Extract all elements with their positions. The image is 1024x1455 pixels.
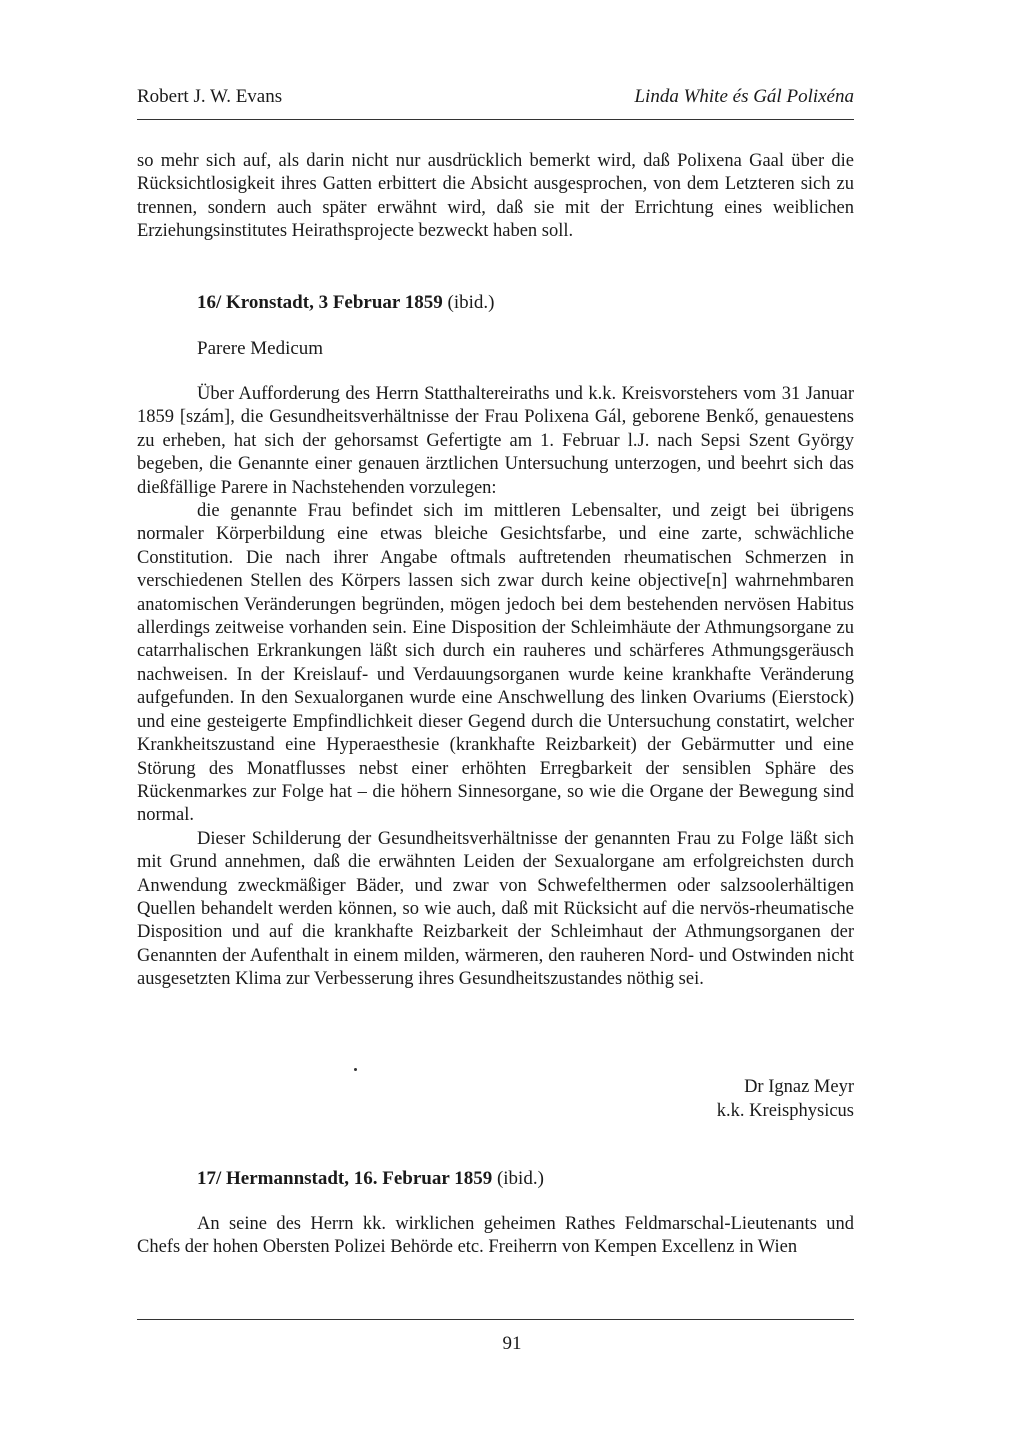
paragraph: An seine des Herrn kk. wirklichen geheimen Rathes Feldmarschal-Lieutenants und Chefs der hohen Obersten Polizei Behörde etc. Freiherrn von Kempen Excellenz in Wien (137, 1214, 854, 1258)
signature-block (717, 1075, 854, 1123)
page-number: 91 (502, 1333, 522, 1354)
footer-rule (137, 1319, 854, 1320)
section-17-heading-main: 17/ Hermannstadt, 16. Februar 1859 (197, 1168, 493, 1189)
header-rule (137, 119, 854, 120)
section-16-heading-main: 16/ Kronstadt, 3 Februar 1859 (197, 292, 443, 313)
running-header (137, 86, 854, 112)
paragraph: Über Aufforderung des Herrn Statthaltereiraths und k.k. Kreisvorstehers vom 31 Januar 1859 [szám], die Gesundheitsverhältnisse der Frau Polixena Gál, geborene Benkő, genauestens zu erheben, hat sich der gehorsamst Gefertigte am 1. Februar l.J. nach Sepsi Szent György begeben, die Genannte einer genauen ärztlichen Untersuchung unterzogen, und beehrt sich das dießfällige Parere in Nachstehenden vorzulegen: (137, 384, 854, 498)
paragraph: Dieser Schilderung der Gesundheitsverhältnisse der genannten Frau zu Folge läßt sich mit Grund annehmen, daß die erwähnten Leiden der Sexualorgane am erfolgreichsten durch Anwendung zweckmäßiger Bäder, und zwar von Schwefelthermen oder salzsoolerhältigen Quellen behandelt werden können, so wie auch, daß mit Rücksicht auf die nervös-rheumatische Disposition und auf die krankhafte Reizbarkeit der Schleimhaut der Athmungsorganen der Genannten der Aufenthalt in einem milden, wärmeren, den rauheren Nord- und Ostwinden nicht ausgesetzten Klima zur Verbesserung ihres Gesundheitszustandes nöthig sei. (137, 828, 854, 990)
section-16-subtitle: Parere Medicum (197, 338, 324, 359)
paragraph: so mehr sich auf, als darin nicht nur ausdrücklich bemerkt wird, daß Polixena Gaal über die Rücksichtlosigkeit ihres Gatten erbittert die Absicht ausgesprochen, von dem Letzteren sich zu trennen, sondern auch später erwähnt wird, daß sie mit der Errichtung eines weiblichen Erziehungsinstitutes Heirathsprojecte bezweckt haben soll. (137, 151, 854, 242)
header-title: Linda White és Gál Polixéna (634, 86, 854, 107)
section-16-heading (197, 292, 495, 314)
section-17-heading-source: (ibid.) (492, 1168, 544, 1189)
header-author: Robert J. W. Evans (137, 86, 283, 107)
signature-name: Dr Ignaz Meyr (744, 1077, 854, 1097)
section-16-heading-source: (ibid.) (442, 292, 495, 313)
section-16-body (137, 383, 854, 992)
continued-paragraph (137, 150, 854, 244)
stray-mark (354, 1068, 357, 1071)
section-17-heading (197, 1168, 544, 1190)
paragraph: die genannte Frau befindet sich im mittleren Lebensalter, und zeigt bei übrigens normaler Körperbildung eine etwas bleiche Gesichtsfarbe, und eine zarte, schwächliche Constitution. Die nach ihrer Angabe oftmals auftretenden rheumatischen Schmerzen in verschiedenen Stellen des Körpers lassen sich zwar durch keine objective[n] wahrnehmbaren anatomischen Veränderungen begründen, mögen jedoch bei dem bestehenden nervösen Habitus allerdings zeitweise vorhanden sein. Eine Disposition der Schleimhäute der Athmungsorgane zu catarrhalischen Erkrankungen läßt sich durch ein rauheres und schärferes Athmungsgeräusch nachweisen. In der Kreislauf- und Verdauungsorganen wurde keine krankhafte Veränderung aufgefunden. In den Sexualorganen wurde eine Anschwellung des linken Ovariums (Eierstock) und eine gesteigerte Empfindlichkeit dieser Gegend durch die Untersuchung constatirt, welcher Krankheitszustand eine Hyperaesthesie (krankhafte Reizbarkeit) der Gebärmutter und eine Störung des Monatflusses nebst einer erhöhten Erregbarkeit der sensiblen Sphäre des Rückenmarkes zur Folge hat – die höhern Sinnesorgane, so wie die Organe der Bewegung sind normal. (137, 501, 854, 826)
section-17-body (137, 1213, 854, 1260)
signature-title: k.k. Kreisphysicus (716, 1101, 854, 1121)
